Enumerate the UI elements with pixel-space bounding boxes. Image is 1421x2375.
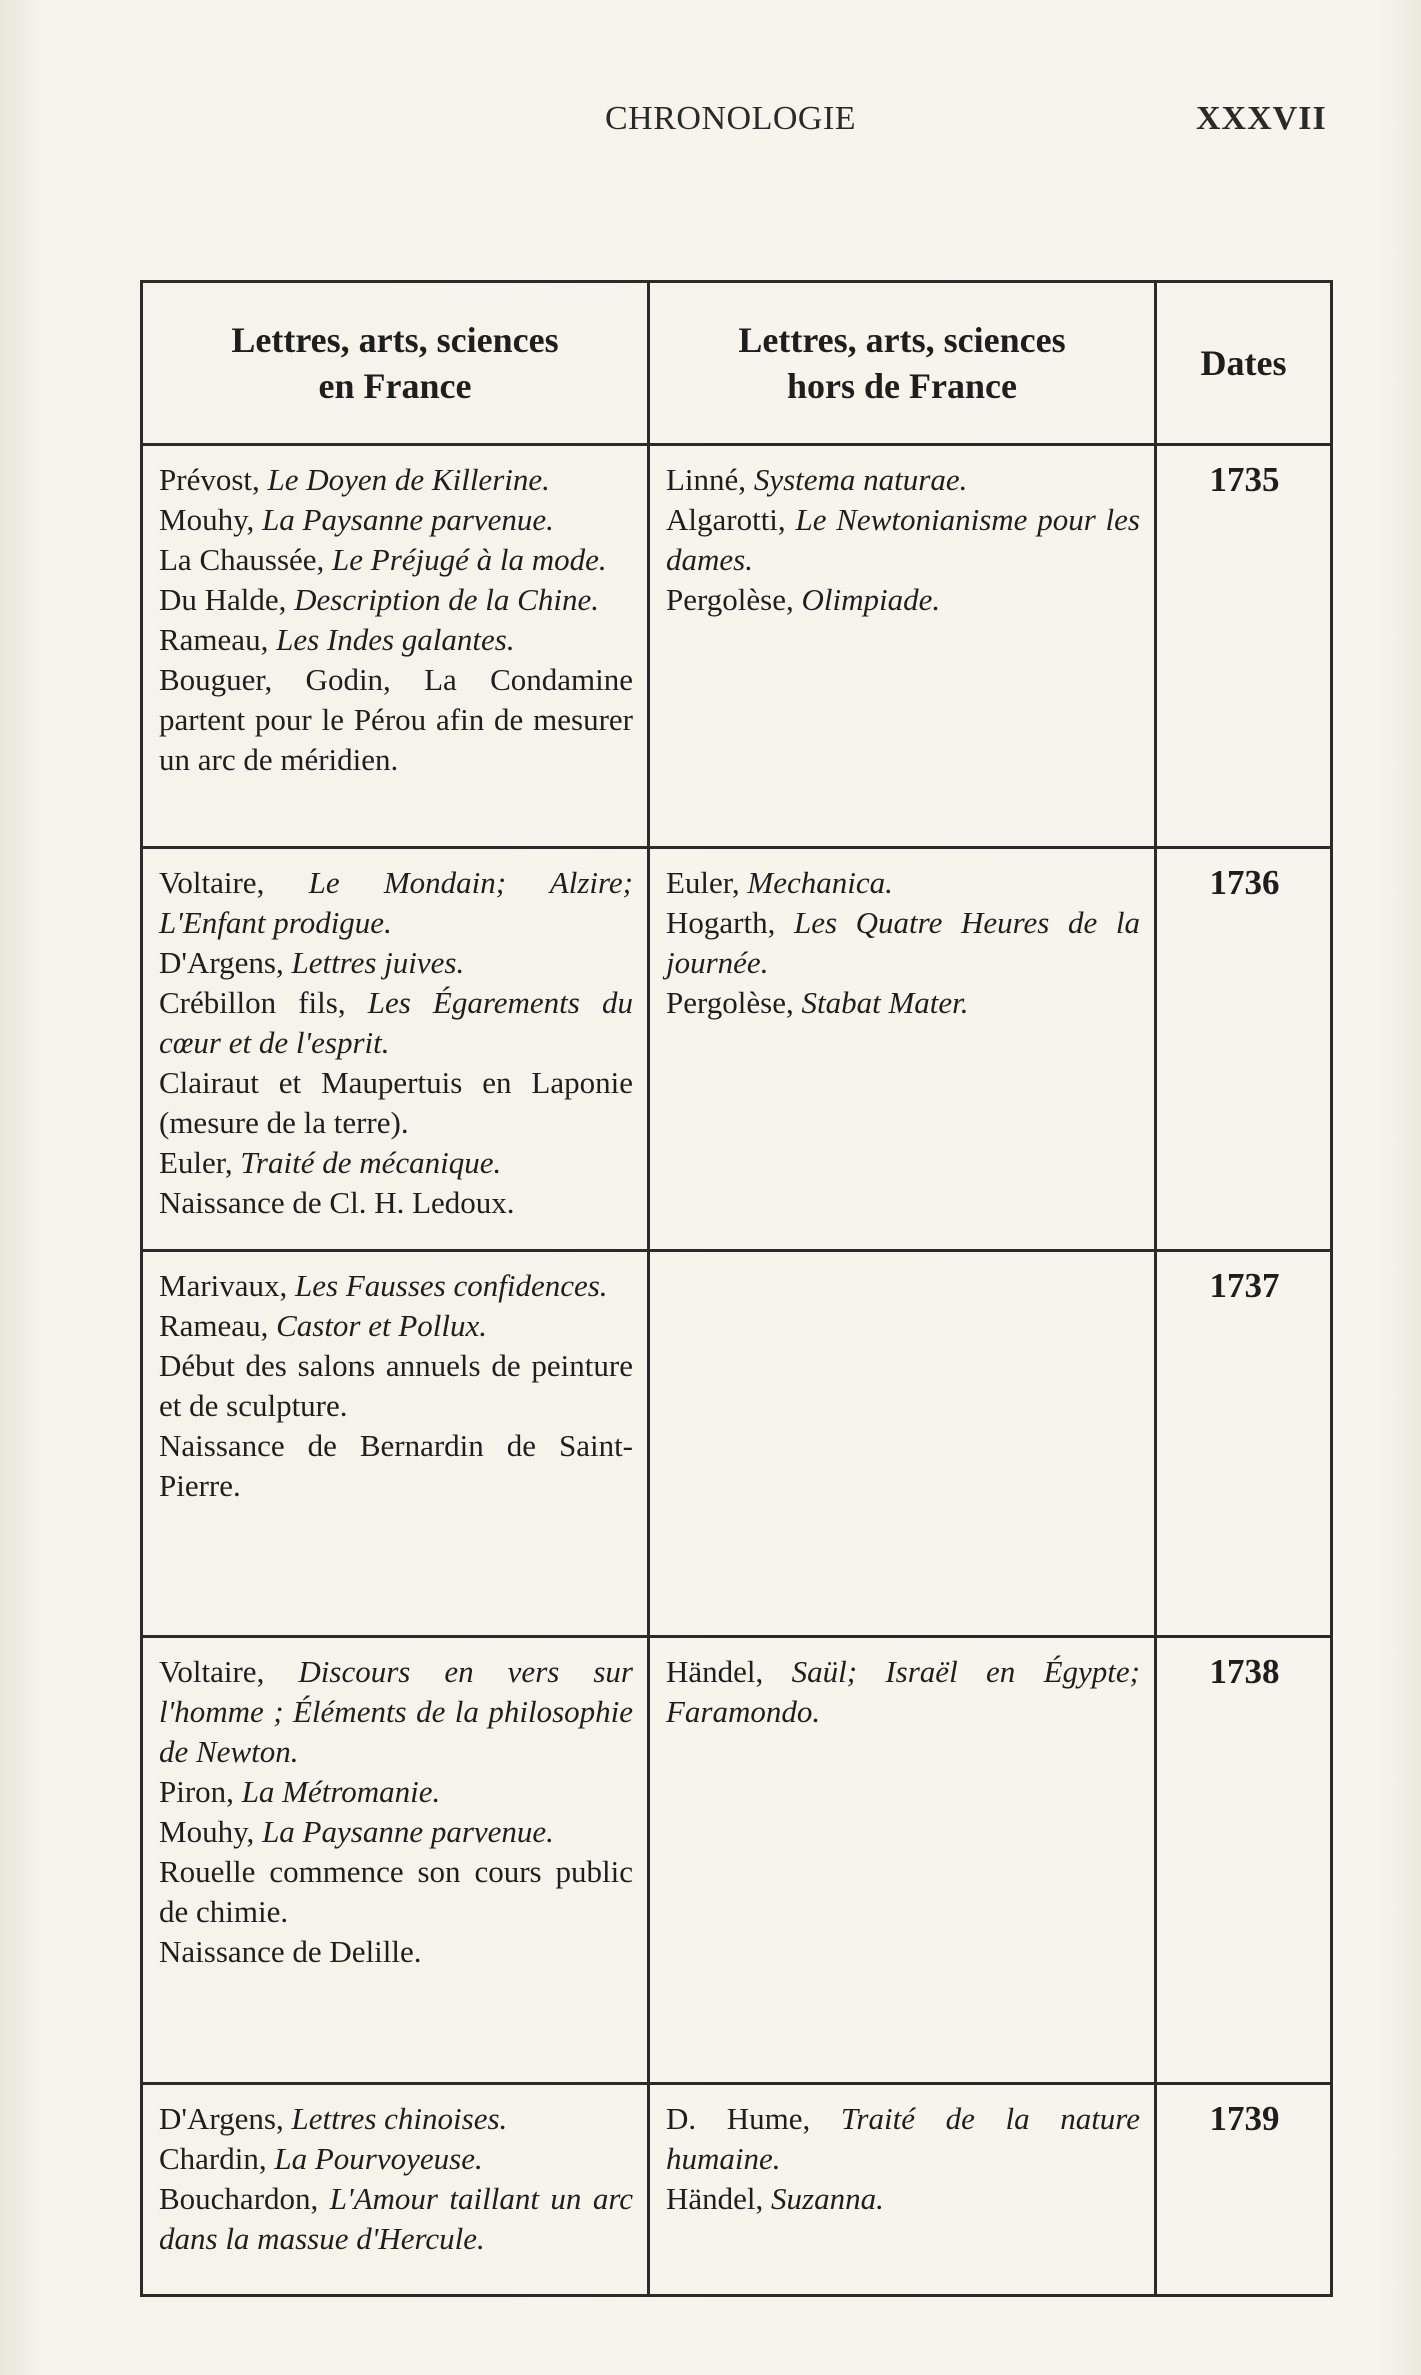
- entry-work-title: Traité de la nature humaine.: [666, 2101, 1140, 2176]
- entry-author: D. Hume,: [666, 2101, 841, 2136]
- entry-author: Prévost,: [159, 462, 268, 497]
- list-item: [159, 1266, 633, 1306]
- list-item: [159, 1932, 633, 1972]
- entry-work-title: La Pourvoyeuse.: [274, 2141, 483, 2176]
- running-head-title: CHRONOLOGIE: [605, 100, 857, 137]
- entry-author: Chardin,: [159, 2141, 275, 2176]
- entry-author: Bouchardon,: [159, 2181, 330, 2216]
- cell-year: 1735: [1156, 445, 1332, 848]
- entry-author: Rouelle commence son cours public de chimie.: [159, 1854, 633, 1929]
- entry-author: Début des salons annuels de peinture et de sculpture.: [159, 1348, 633, 1423]
- entry-author: Naissance de Delille.: [159, 1934, 422, 1969]
- list-item: [159, 1346, 633, 1426]
- table-row: [142, 2084, 1332, 2296]
- entry-author: Du Halde,: [159, 582, 295, 617]
- cell-france: [142, 1637, 649, 2084]
- entry-author: Linné,: [666, 462, 754, 497]
- chronology-table: [140, 280, 1333, 2297]
- entry-author: Marivaux,: [159, 1268, 296, 1303]
- entry-work-title: Systema naturae.: [753, 462, 968, 497]
- entry-work-title: Les Indes galantes.: [276, 622, 515, 657]
- entry-author: Händel,: [666, 1654, 792, 1689]
- entry-author: Rameau,: [159, 1308, 277, 1343]
- entry-author: Clairaut et Maupertuis en Laponie (mesure de la terre).: [159, 1065, 633, 1140]
- cell-abroad: [649, 1637, 1156, 2084]
- table-row: [142, 1637, 1332, 2084]
- entry-author: Algarotti,: [666, 502, 796, 537]
- cell-abroad: [649, 1251, 1156, 1637]
- entry-author: Pergolèse,: [666, 985, 802, 1020]
- entry-work-title: Les Fausses confidences.: [295, 1268, 608, 1303]
- list-item: [159, 1652, 633, 1772]
- entry-author: Händel,: [666, 2181, 772, 2216]
- list-item: [666, 2179, 1140, 2219]
- list-item: [666, 863, 1140, 903]
- running-head: [0, 100, 1421, 160]
- entry-work-title: Castor et Pollux.: [276, 1308, 488, 1343]
- header-abroad-line-1: Lettres, arts, sciences: [738, 320, 1066, 360]
- entry-work-title: Lettres juives.: [291, 945, 465, 980]
- cell-france: [142, 1251, 649, 1637]
- entry-work-title: La Métromanie.: [241, 1774, 441, 1809]
- header-abroad: [649, 282, 1156, 445]
- entry-author: Pergolèse,: [666, 582, 802, 617]
- entry-work-title: Traité de mécanique.: [240, 1145, 502, 1180]
- list-item: [159, 1143, 633, 1183]
- list-item: [159, 943, 633, 983]
- list-item: [666, 1652, 1140, 1732]
- list-item: [666, 580, 1140, 620]
- entry-author: Hogarth,: [666, 905, 794, 940]
- entry-author: Naissance de Bernardin de Saint-Pierre.: [159, 1428, 633, 1503]
- header-france: [142, 282, 649, 445]
- entry-author: Rameau,: [159, 622, 277, 657]
- entry-work-title: Suzanna.: [771, 2181, 884, 2216]
- table-row: [142, 445, 1332, 848]
- list-item: [159, 1063, 633, 1143]
- entry-author: Mouhy,: [159, 1814, 263, 1849]
- entry-author: Naissance de Cl. H. Ledoux.: [159, 1185, 515, 1220]
- entry-author: Crébillon fils,: [159, 985, 368, 1020]
- list-item: [159, 2139, 633, 2179]
- cell-abroad: [649, 848, 1156, 1251]
- cell-year: 1738: [1156, 1637, 1332, 2084]
- entry-work-title: La Paysanne parvenue.: [262, 502, 554, 537]
- entry-work-title: Les Quatre Heures de la journée.: [666, 905, 1140, 980]
- list-item: [159, 1852, 633, 1932]
- list-item: [159, 1772, 633, 1812]
- entry-work-title: Discours en vers sur l'homme ; Éléments de la philosophie de Newton.: [159, 1654, 633, 1769]
- cell-year: 1739: [1156, 2084, 1332, 2296]
- list-item: [159, 460, 633, 500]
- table-row: [142, 848, 1332, 1251]
- entry-work-title: Olimpiade.: [801, 582, 941, 617]
- list-item: [159, 540, 633, 580]
- entry-work-title: Saül; Israël en Égypte; Faramondo.: [666, 1654, 1140, 1729]
- list-item: [666, 500, 1140, 580]
- cell-france: [142, 848, 649, 1251]
- list-item: [159, 2179, 633, 2259]
- entry-work-title: Description de la Chine.: [294, 582, 599, 617]
- list-item: [159, 1426, 633, 1506]
- list-item: [666, 2099, 1140, 2179]
- list-item: [159, 620, 633, 660]
- entry-author: Voltaire,: [159, 865, 309, 900]
- entry-author: Voltaire,: [159, 1654, 299, 1689]
- list-item: [159, 580, 633, 620]
- entry-work-title: L'Amour taillant un arc dans la massue d'Hercule.: [159, 2181, 633, 2256]
- entry-author: D'Argens,: [159, 2101, 292, 2136]
- list-item: [159, 1183, 633, 1223]
- list-item: [159, 863, 633, 943]
- list-item: [159, 1812, 633, 1852]
- cell-france: [142, 445, 649, 848]
- entry-work-title: Le Préjugé à la mode.: [332, 542, 607, 577]
- header-abroad-line-2: hors de France: [787, 366, 1017, 406]
- entry-author: D'Argens,: [159, 945, 292, 980]
- list-item: [159, 1306, 633, 1346]
- cell-abroad: [649, 445, 1156, 848]
- cell-abroad: [649, 2084, 1156, 2296]
- cell-year: 1736: [1156, 848, 1332, 1251]
- list-item: [159, 2099, 633, 2139]
- table-body: [142, 445, 1332, 2296]
- entry-work-title: Lettres chinoises.: [291, 2101, 508, 2136]
- entry-author: Euler,: [666, 865, 748, 900]
- entry-work-title: Le Mondain; Alzire; L'Enfant prodigue.: [159, 865, 633, 940]
- list-item: [666, 983, 1140, 1023]
- list-item: [159, 983, 633, 1063]
- header-dates-label: Dates: [1200, 343, 1287, 383]
- entry-work-title: Le Doyen de Killerine.: [267, 462, 550, 497]
- table-row: [142, 1251, 1332, 1637]
- table-header-row: [142, 282, 1332, 445]
- entry-author: Euler,: [159, 1145, 241, 1180]
- list-item: [666, 460, 1140, 500]
- entry-work-title: La Paysanne parvenue.: [262, 1814, 554, 1849]
- header-dates: [1156, 282, 1332, 445]
- entry-work-title: Mechanica.: [747, 865, 893, 900]
- cell-france: [142, 2084, 649, 2296]
- list-item: [159, 500, 633, 540]
- list-item: [666, 903, 1140, 983]
- entry-author: Bouguer, Godin, La Condamine partent pour le Pérou afin de mesurer un arc de méridien.: [159, 662, 633, 777]
- cell-year: 1737: [1156, 1251, 1332, 1637]
- entry-work-title: Le Newtonianisme pour les dames.: [666, 502, 1140, 577]
- entry-work-title: Les Égarements du cœur et de l'esprit.: [159, 985, 633, 1060]
- entry-work-title: Stabat Mater.: [801, 985, 969, 1020]
- header-france-line-2: en France: [318, 366, 472, 406]
- list-item: [159, 660, 633, 780]
- entry-author: Mouhy,: [159, 502, 263, 537]
- entry-author: Piron,: [159, 1774, 242, 1809]
- header-france-line-1: Lettres, arts, sciences: [231, 320, 559, 360]
- page-number: XXXVII: [1196, 100, 1327, 137]
- entry-author: La Chaussée,: [159, 542, 333, 577]
